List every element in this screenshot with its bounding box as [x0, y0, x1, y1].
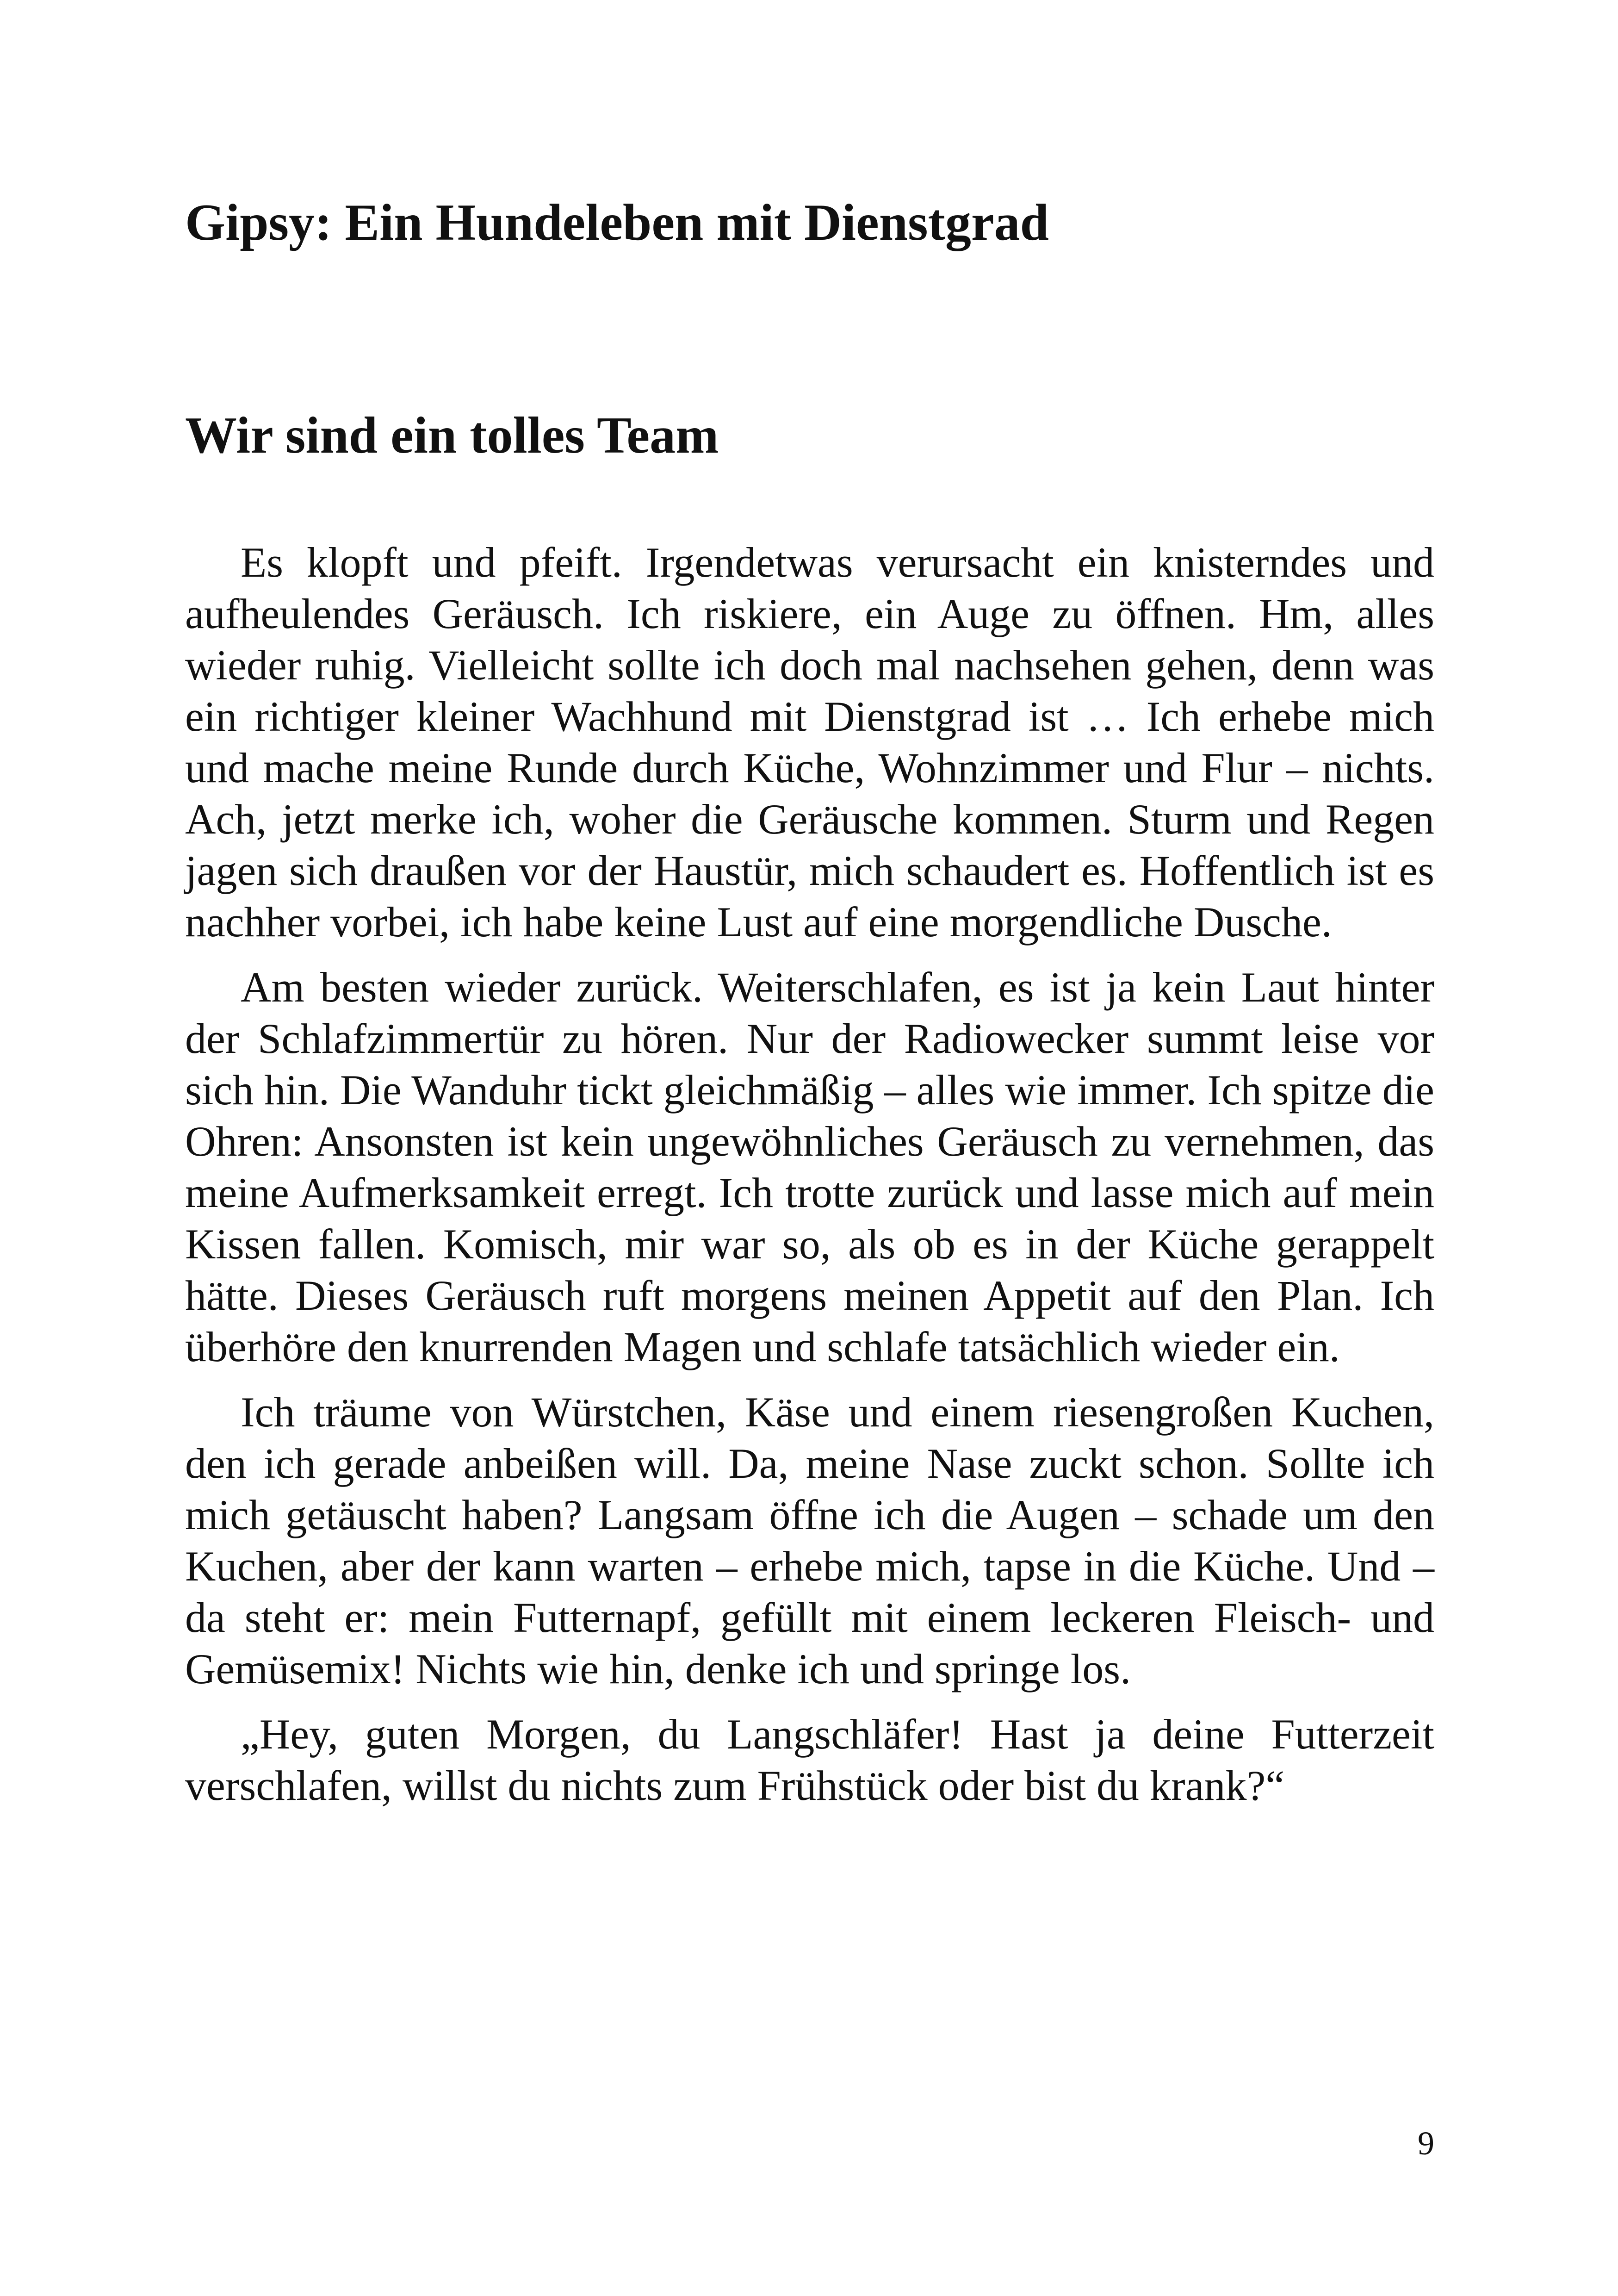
paragraph-3: Ich träume von Würstchen, Käse und einem riesengroßen Kuchen, den ich gerade anbeißen will. Da, meine Nase zuckt schon. Sollte ich mich getäuscht haben? Langsam öffne ich die Augen – schade um den Kuchen, aber der kann warten – erhebe mich, tapse in die Küche. Und – da steht er: mein Futternapf, gefüllt mit einem leckeren Fleisch- und Gemüsemix! Nichts wie hin, denke ich und springe los. [185, 1388, 1434, 1692]
book-title: Gipsy: Ein Hundeleben mit Dienstgrad [185, 194, 1049, 251]
body-text [185, 537, 1434, 1825]
paragraph-2: Am besten wieder zurück. Weiterschlafen, es ist ja kein Laut hinter der Schlafzimmertür zu hören. Nur der Radiowecker summt leise vor sich hin. Die Wanduhr tickt gleichmäßig – alles wie immer. Ich spitze die Ohren: Ansonsten ist kein ungewöhnliches Geräusch zu vernehmen, das meine Aufmerksamkeit erregt. Ich trotte zurück und lasse mich auf mein Kissen fallen. Komisch, mir war so, als ob es in der Küche gerappelt hätte. Dieses Geräusch ruft morgens meinen Appetit auf den Plan. Ich überhöre den knurrenden Magen und schlafe tatsächlich wieder ein. [185, 964, 1434, 1370]
page-number: 9 [1418, 2125, 1434, 2162]
paragraph-1: Es klopft und pfeift. Irgendetwas verursacht ein knisterndes und aufheulendes Geräusch. Ich riskiere, ein Auge zu öffnen. Hm, alles wieder ruhig. Vielleicht sollte ich doch mal nachsehen gehen, denn was ein richtiger kleiner Wachhund mit Dienstgrad ist … Ich erhebe mich und mache meine Runde durch Küche, Wohnzimmer und Flur – nichts. Ach, jetzt merke ich, woher die Geräusche kommen. Sturm und Regen jagen sich draußen vor der Haustür, mich schaudert es. Hoffentlich ist es nachher vorbei, ich habe keine Lust auf eine morgendliche Dusche. [185, 539, 1434, 946]
paragraph-4: „Hey, guten Morgen, du Langschläfer! Hast ja deine Futterzeit verschlafen, willst du nichts zum Frühstück oder bist du krank?“ [185, 1711, 1434, 1809]
chapter-title: Wir sind ein tolles Team [185, 407, 719, 464]
